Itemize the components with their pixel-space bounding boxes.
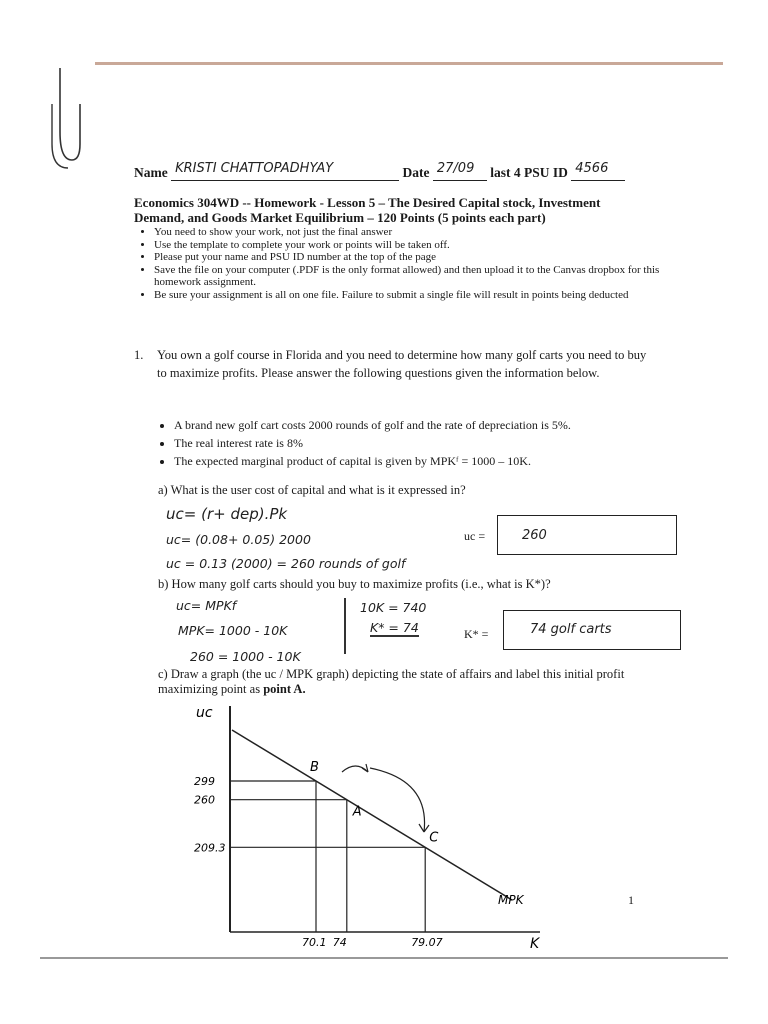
question-text: You own a golf course in Florida and you need to determine how many golf carts you need to buy to maximize profits. Please answer the following questions given the information below. (157, 348, 647, 380)
instruction-item: • Use the template to complete your work or points will be taken off. (154, 239, 664, 252)
part-b-work-line: MPK= 1000 - 10K (178, 623, 288, 638)
point-label: A (352, 804, 362, 820)
part-b-work-line: 10K = 740 (360, 600, 427, 615)
instruction-item: • Please put your name and PSU ID number at the top of the page (154, 251, 664, 264)
instruction-item: • Save the file on your computer (.PDF is the only format allowed) and then upload it to the Canvas dropbox for this homework assignment. (154, 264, 664, 289)
part-b-work-line: K* = 74 (370, 620, 419, 635)
kstar-answer-label: K* = (464, 627, 489, 641)
x-tick-label: 79.07 (411, 936, 443, 949)
part-b-work-line: uc= MPKf (176, 598, 237, 613)
point-label: B (310, 760, 319, 775)
date-value: 27/09 (436, 161, 475, 176)
chart-points (194, 760, 443, 949)
y-tick-label: 299 (194, 775, 215, 788)
name-value: KRISTI CHATTOPADHYAY (175, 161, 334, 176)
part-b-question: b) How many golf carts should you buy to maximize profits (i.e., what is K*)? (158, 577, 551, 591)
instruction-item: • You need to show your work, not just the final answer (154, 226, 664, 239)
mpk-label: MPK (498, 893, 524, 907)
uc-answer-label: uc = (464, 529, 486, 543)
date-label: Date (402, 165, 430, 180)
x-tick-label: 70.1 (302, 936, 327, 949)
curved-arrow-icon (370, 768, 429, 832)
y-tick-label: 260 (194, 793, 215, 807)
part-a-work-line: uc = 0.13 (2000) = 260 rounds of golf (166, 556, 406, 571)
part-b-work-line: 260 = 1000 - 10K (190, 649, 301, 664)
shift-arrow-icon (342, 764, 368, 772)
mpk-line (232, 730, 512, 900)
psu-value: 4566 (575, 161, 609, 176)
psu-label: last 4 PSU ID (490, 165, 568, 180)
x-axis-label: K (530, 936, 540, 952)
instruction-item: • Be sure your assignment is all on one file. Failure to submit a single file will result in points being deducted (154, 289, 664, 302)
point-label: C (429, 830, 439, 846)
part-a-question: a) What is the user cost of capital and what is it expressed in? (158, 483, 466, 497)
fact-item: • The expected marginal product of capital is given by MPKᶠ = 1000 – 10K. (174, 452, 694, 470)
question-number: 1. (134, 348, 144, 362)
y-axis-label: uc (196, 705, 213, 721)
part-a-work-line: uc= (r+ dep).Pk (166, 505, 288, 523)
page-number: 1 (628, 893, 634, 907)
y-tick-label: 209.3 (194, 841, 226, 855)
name-label: Name (134, 165, 168, 180)
bottom-rule (40, 957, 728, 959)
fact-item: • The real interest rate is 8% (174, 434, 694, 452)
kstar-answer: 74 golf carts (530, 622, 612, 637)
uc-answer: 260 (522, 528, 547, 543)
x-tick-label: 74 (332, 936, 347, 949)
assignment-title: Economics 304WD -- Homework - Lesson 5 – The Desired Capital stock, Investment Demand, and Goods Market Equilibrium – 120 Points (5 points each part) (134, 195, 601, 225)
part-a-work-line: uc= (0.08+ 0.05) 2000 (166, 532, 311, 547)
part-c-question: c) Draw a graph (the uc / MPK graph) depicting the state of affairs and label this initial profit maximizing point as point A. (158, 667, 625, 696)
fact-item: • A brand new golf cart costs 2000 rounds of golf and the rate of depreciation is 5%. (174, 416, 694, 434)
